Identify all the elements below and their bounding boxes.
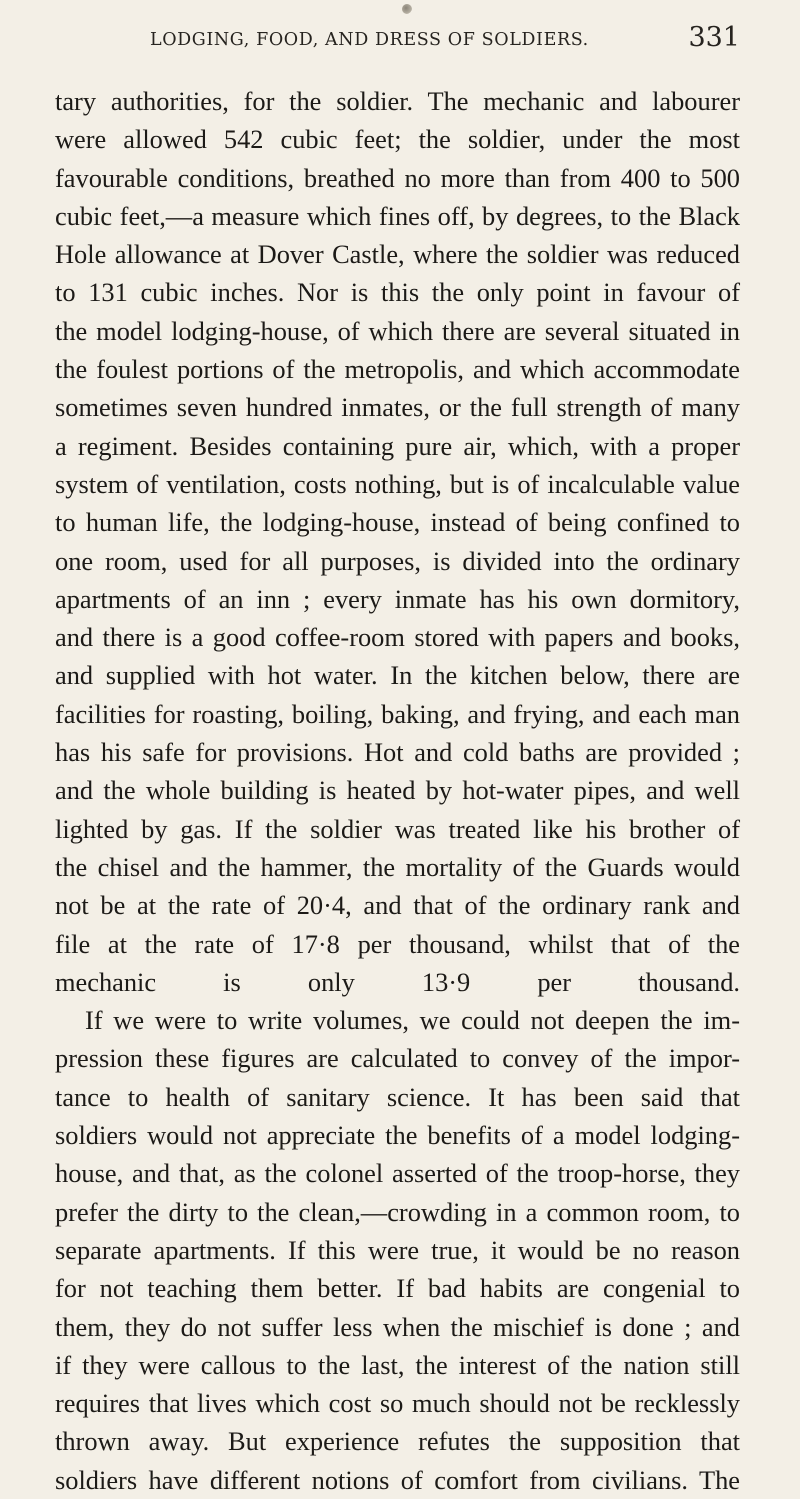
paragraph-start-line: If we were to write volumes, we could not deepen the im- bbox=[85, 1005, 740, 1036]
body-text-block bbox=[55, 82, 740, 1499]
text-line: and the whole building is heated by hot-water pipes, and well bbox=[55, 775, 740, 806]
text-line: for not teaching them better. If bad habits are congenial to bbox=[55, 1273, 740, 1304]
text-line: to 131 cubic inches. Nor is this the only point in favour of bbox=[55, 277, 740, 308]
text-line: Hole allowance at Dover Castle, where the soldier was reduced bbox=[55, 239, 740, 270]
text-line: a regiment. Besides containing pure air, which, with a proper bbox=[55, 430, 740, 461]
text-line: has his safe for provisions. Hot and cold baths are provided ; bbox=[55, 737, 740, 768]
text-line: were allowed 542 cubic feet; the soldier, under the most bbox=[55, 124, 740, 155]
text-line: separate apartments. If this were true, it would be no reason bbox=[55, 1234, 740, 1265]
running-header-title: LODGING, FOOD, AND DRESS OF SOLDIERS. bbox=[150, 30, 589, 50]
text-line: house, and that, as the colonel asserted of the troop-horse, they bbox=[55, 1158, 740, 1189]
text-line: the chisel and the hammer, the mortality of the Guards would bbox=[55, 851, 740, 882]
text-line: soldiers would not appreciate the benefits of a model lodging- bbox=[55, 1120, 740, 1151]
text-line: lighted by gas. If the soldier was treated like his brother of bbox=[55, 813, 740, 844]
text-line: one room, used for all purposes, is divided into the ordinary bbox=[55, 545, 740, 576]
paragraph-end-line: mechanic is only 13·9 per thousand. bbox=[55, 966, 740, 997]
text-line: sometimes seven hundred inmates, or the full strength of many bbox=[55, 392, 740, 423]
text-line: not be at the rate of 20·4, and that of the ordinary rank and bbox=[55, 890, 740, 921]
page-number: 331 bbox=[688, 22, 740, 53]
text-line: tary authorities, for the soldier. The mechanic and labourer bbox=[55, 86, 740, 116]
text-line: pression these figures are calculated to convey of the impor- bbox=[55, 1043, 740, 1074]
text-line: cubic feet,—a measure which fines off, by degrees, to the Black bbox=[55, 200, 740, 231]
text-line: apartments of an inn ; every inmate has his own dormitory, bbox=[55, 583, 740, 614]
text-line: and supplied with hot water. In the kitchen below, there are bbox=[55, 660, 740, 691]
text-line: prefer the dirty to the clean,—crowding in a common room, to bbox=[55, 1196, 740, 1227]
text-line: tance to health of sanitary science. It has been said that bbox=[55, 1081, 740, 1112]
text-line: the foulest portions of the metropolis, and which accommodate bbox=[55, 354, 740, 385]
text-line: if they were callous to the last, the interest of the nation still bbox=[55, 1349, 740, 1380]
text-line: file at the rate of 17·8 per thousand, whilst that of the bbox=[55, 928, 740, 959]
text-line: thrown away. But experience refutes the supposition that bbox=[55, 1426, 740, 1457]
text-line: soldiers have different notions of comfort from civilians. The bbox=[55, 1464, 740, 1495]
text-line: and there is a good coffee-room stored with papers and books, bbox=[55, 622, 740, 653]
text-line: favourable conditions, breathed no more than from 400 to 500 bbox=[55, 162, 740, 193]
text-line: them, they do not suffer less when the mischief is done ; and bbox=[55, 1311, 740, 1342]
text-line: to human life, the lodging-house, instead of being confined to bbox=[55, 507, 740, 538]
text-line: the model lodging-house, of which there are several situated in bbox=[55, 315, 740, 346]
text-line: system of ventilation, costs nothing, but is of incalculable value bbox=[55, 468, 740, 499]
text-line: requires that lives which cost so much should not be recklessly bbox=[55, 1388, 740, 1419]
printer-ornament-mark bbox=[402, 4, 412, 14]
text-line: facilities for roasting, boiling, baking, and frying, and each man bbox=[55, 698, 740, 729]
